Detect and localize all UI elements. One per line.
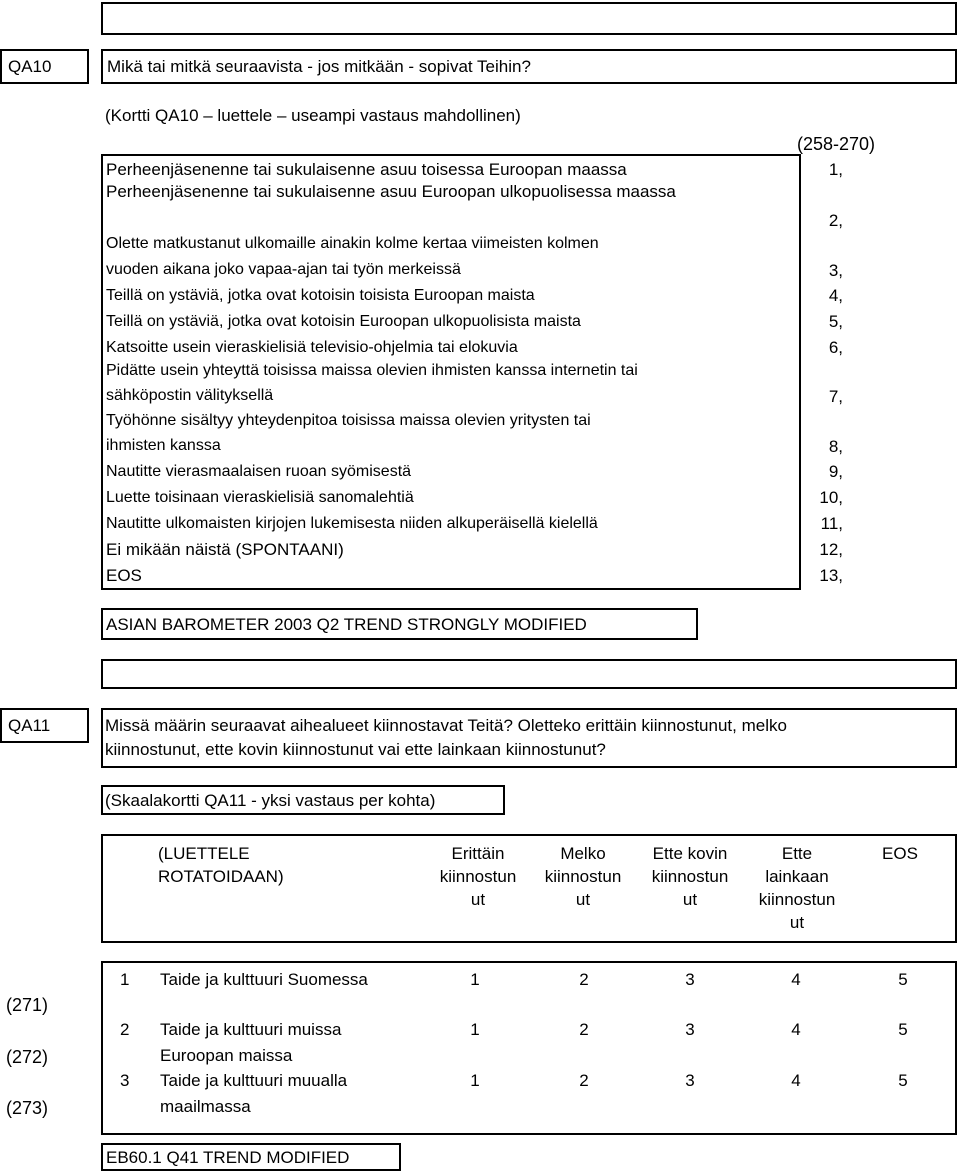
row-value: 2 [579, 970, 589, 989]
header-line: lainkaan [765, 867, 829, 886]
qa10-option-text-line2: sähköpostin välityksellä [106, 387, 274, 404]
qa10-question: Mikä tai mitkä seuraavista - jos mitkään - sopivat Teihin? [107, 57, 531, 76]
row-value: 3 [685, 970, 695, 989]
qa10-trend-note: ASIAN BAROMETER 2003 Q2 TREND STRONGLY MODIFIED [106, 615, 587, 634]
row-value: 5 [898, 1020, 908, 1039]
qa10-option-text: Katsoitte usein vieraskielisiä televisio-ohjelmia tai elokuvia [106, 339, 518, 356]
qa10-code: QA10 [8, 57, 52, 76]
qa10-option-text-line2: vuoden aikana joko vapaa-ajan tai työn merkeissä [106, 261, 461, 278]
qa11-var-code: (273) [6, 1098, 49, 1118]
qa10-option-code: 8, [828, 437, 843, 456]
qa10-option-code: 1, [828, 160, 843, 179]
row-value: 1 [470, 970, 480, 989]
row-value: 1 [470, 1020, 480, 1039]
header-line: kiinnostun [758, 890, 836, 909]
qa10-option-text-line1: Työhönne sisältyy yhteydenpitoa toisissa maissa olevien yritysten tai [106, 412, 591, 429]
header-line: Ette kovin [652, 844, 728, 863]
row-value: 3 [685, 1071, 695, 1090]
qa10-option-code: 4, [828, 286, 843, 305]
qa10-option-code: 10, [819, 488, 843, 507]
qa10-option-code: 9, [828, 462, 843, 481]
qa11-question-line1: Missä määrin seuraavat aihealueet kiinnostavat Teitä? Oletteko erittäin kiinnostunut, melko [105, 716, 787, 735]
header-line: ut [789, 913, 805, 932]
qa10-option-text-line2: ihmisten kanssa [106, 437, 221, 454]
row-value: 4 [791, 1020, 801, 1039]
row-value: 5 [898, 1071, 908, 1090]
row-value: 4 [791, 1071, 801, 1090]
qa10-option-code: 7, [828, 387, 843, 406]
qa10-option-code: 2, [828, 211, 843, 230]
qa11-header-col1 [423, 842, 533, 911]
header-line: EOS [882, 844, 918, 863]
qa11-header-col3 [635, 842, 745, 911]
header-line: ut [682, 890, 698, 909]
qa11-var-code: (272) [6, 1047, 49, 1067]
qa10-instruction: (Kortti QA10 – luettele – useampi vastaus mahdollinen) [105, 106, 521, 125]
qa11-header-items-label [158, 842, 284, 888]
qa11-instruction: (Skaalakortti QA11 - yksi vastaus per kohta) [105, 791, 436, 810]
qa11-header-col5 [850, 842, 950, 865]
header-line: Erittäin [451, 844, 505, 863]
qa10-option-text: Teillä on ystäviä, jotka ovat kotoisin Euroopan ulkopuolisista maista [106, 313, 581, 330]
qa10-option-code: 11, [820, 514, 843, 533]
header-line: ut [575, 890, 591, 909]
qa10-option-text: Teillä on ystäviä, jotka ovat kotoisin toisista Euroopan maista [106, 287, 535, 304]
header-line: kiinnostun [544, 867, 622, 886]
qa10-option-text-line1: Pidätte usein yhteyttä toisissa maissa olevien ihmisten kanssa internetin tai [106, 362, 638, 379]
qa10-option-text: Nautitte vierasmaalaisen ruoan syömisestä [106, 463, 412, 480]
row-number: 1 [120, 970, 130, 989]
qa10-option-code: 5, [828, 312, 843, 331]
row-number: 2 [120, 1020, 130, 1039]
qa10-option-text-line1: Olette matkustanut ulkomaille ainakin kolme kertaa viimeisten kolmen [106, 235, 599, 252]
row-value: 1 [470, 1071, 480, 1090]
qa10-option-text: EOS [106, 566, 142, 585]
header-line: kiinnostun [651, 867, 729, 886]
qa11-header-col2 [528, 842, 638, 911]
header-items-line: ROTATOIDAAN) [158, 867, 284, 886]
qa10-option-text: Perheenjäsenenne tai sukulaisenne asuu Euroopan ulkopuolisessa maassa [106, 182, 676, 201]
qa11-question-line2: kiinnostunut, ette kovin kiinnostunut vai ette lainkaan kiinnostunut? [105, 740, 606, 759]
row-value: 2 [579, 1020, 589, 1039]
qa11-top-empty-box [101, 659, 957, 689]
qa11-header-col4 [742, 842, 852, 934]
qa10-top-empty-box [101, 2, 957, 35]
header-line: ut [470, 890, 486, 909]
qa11-var-code: (271) [6, 995, 49, 1015]
row-label-line2: Euroopan maissa [160, 1046, 293, 1065]
qa11-trend-note: EB60.1 Q41 TREND MODIFIED [106, 1148, 350, 1167]
qa10-option-text: Luette toisinaan vieraskielisiä sanomalehtiä [106, 489, 414, 506]
row-value: 2 [579, 1071, 589, 1090]
row-value: 4 [791, 970, 801, 989]
header-items-line: (LUETTELE [158, 844, 250, 863]
row-number: 3 [120, 1071, 130, 1090]
row-label-line1: Taide ja kulttuuri muualla [160, 1071, 348, 1090]
row-label-line2: maailmassa [160, 1097, 251, 1116]
row-value: 3 [685, 1020, 695, 1039]
qa10-option-code: 13, [819, 566, 843, 585]
qa10-option-text: Ei mikään näistä (SPONTAANI) [106, 540, 344, 559]
row-label-line1: Taide ja kulttuuri muissa [160, 1020, 342, 1039]
qa10-option-text: Perheenjäsenenne tai sukulaisenne asuu toisessa Euroopan maassa [106, 160, 627, 179]
header-line: Melko [560, 844, 606, 863]
header-line: kiinnostun [439, 867, 517, 886]
qa11-code: QA11 [8, 716, 51, 735]
row-value: 5 [898, 970, 908, 989]
qa10-option-code: 6, [828, 338, 843, 357]
header-line: Ette [781, 844, 813, 863]
row-label-line1: Taide ja kulttuuri Suomessa [160, 970, 368, 989]
qa10-option-code: 12, [819, 540, 843, 559]
qa10-option-text: Nautitte ulkomaisten kirjojen lukemisesta niiden alkuperäisellä kielellä [106, 515, 598, 532]
qa10-option-code: 3, [828, 261, 843, 280]
qa10-range: (258-270) [797, 134, 876, 154]
